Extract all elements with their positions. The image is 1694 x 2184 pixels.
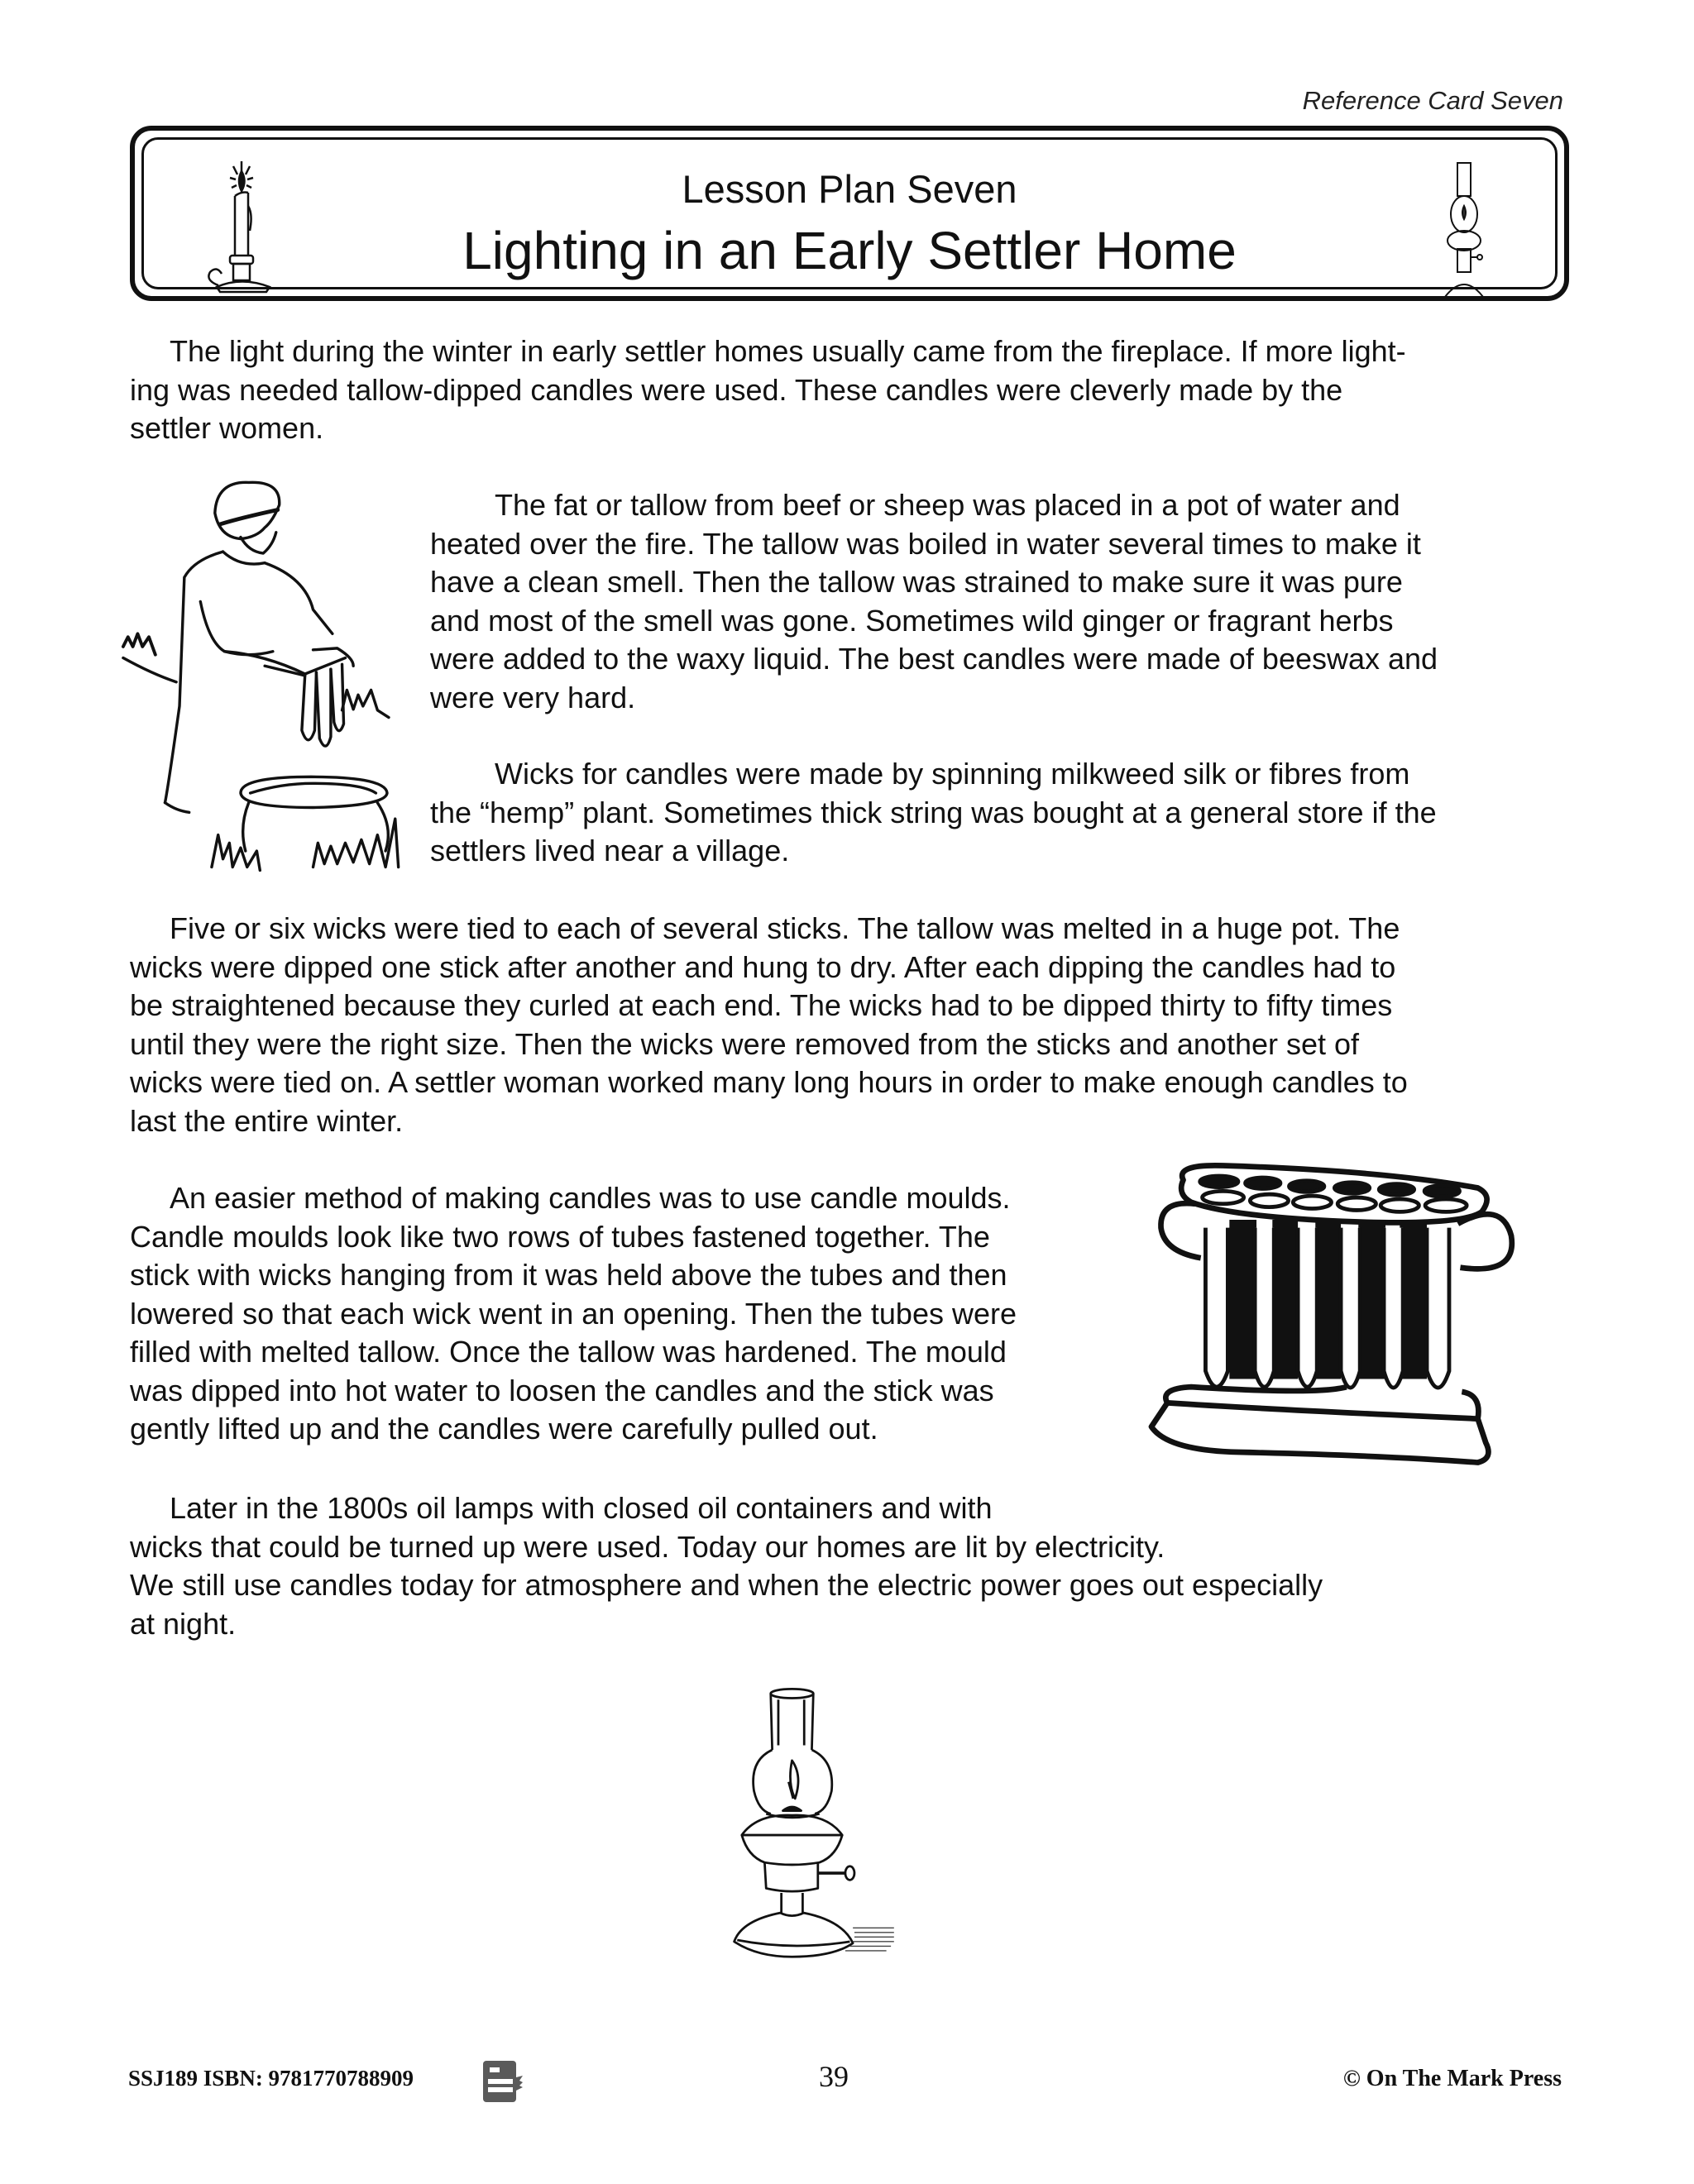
- paragraph-6-line-4: at night.: [130, 1606, 237, 1641]
- footer-isbn: SSJ189 ISBN: 9781770788909: [128, 2066, 414, 2091]
- paragraph-4-line-6: last the entire winter.: [130, 1103, 404, 1138]
- paragraph-4: [130, 910, 1569, 1140]
- settler-woman-dipping-candles-illustration: [120, 463, 418, 885]
- paragraph-3-line-2: the “hemp” plant. Sometimes thick string was bought at a general store if the: [430, 795, 1437, 829]
- paragraph-1-line-2: ing was needed tallow-dipped candles were used. These candles were cleverly made by the: [130, 372, 1343, 407]
- paragraph-4-line-2: wicks were dipped one stick after another and hung to dry. After each dipping the candles had to: [130, 949, 1396, 984]
- paragraph-4-line-5: wicks were tied on. A settler woman worked many long hours in order to make enough candles to: [130, 1065, 1408, 1099]
- paragraph-5-line-1: An easier method of making candles was to use candle moulds.: [170, 1181, 1011, 1215]
- page-number: 39: [819, 2060, 849, 2093]
- paragraph-2-line-2: heated over the fire. The tallow was boiled in water several times to make it: [430, 526, 1421, 561]
- paragraph-5-line-2: Candle moulds look like two rows of tubes fastened together. The: [130, 1219, 990, 1254]
- footer-copyright: © On The Mark Press: [1342, 2066, 1562, 2091]
- paragraph-5-line-6: was dipped into hot water to loosen the candles and the stick was: [130, 1373, 994, 1407]
- paragraph-5-line-5: filled with melted tallow. Once the tallow was hardened. The mould: [130, 1335, 1007, 1369]
- paragraph-6-line-3: We still use candles today for atmosphere and when the electric power goes out especially: [130, 1568, 1323, 1602]
- paragraph-5: [130, 1179, 1147, 1449]
- paragraph-2-line-4: and most of the smell was gone. Sometimes wild ginger or fragrant herbs: [430, 603, 1394, 638]
- paragraph-1-line-1: The light during the winter in early settler homes usually came from the fireplace. If more light-: [170, 334, 1406, 368]
- paragraph-3-line-3: settlers lived near a village.: [430, 834, 790, 867]
- paragraph-2-line-1: The fat or tallow from beef or sheep was placed in a pot of water and: [495, 488, 1400, 522]
- paragraph-2: [430, 486, 1572, 717]
- paragraph-3: [430, 755, 1572, 871]
- oil-lamp-icon: [1435, 158, 1493, 303]
- paragraph-5-line-7: gently lifted up and the candles were carefully pulled out.: [130, 1412, 878, 1446]
- reference-card-label: Reference Card Seven: [1302, 86, 1563, 115]
- title-banner: [130, 126, 1569, 301]
- paragraph-4-line-3: be straightened because they curled at each end. The wicks had to be dipped thirty to fifty times: [130, 988, 1393, 1022]
- paragraph-2-line-5: were added to the waxy liquid. The best candles were made of beeswax and: [430, 642, 1438, 676]
- candle-mould-illustration: [1140, 1156, 1545, 1474]
- paragraph-5-line-3: stick with wicks hanging from it was held above the tubes and then: [130, 1258, 1007, 1292]
- paragraph-6-line-1: Later in the 1800s oil lamps with closed oil containers and with: [170, 1491, 993, 1525]
- paragraph-5-line-4: lowered so that each wick went in an opening. Then the tubes were: [130, 1296, 1017, 1331]
- printer-icon: [476, 2059, 526, 2105]
- paragraph-6: [130, 1489, 1569, 1643]
- title-banner-inner-border: [141, 137, 1558, 289]
- page-title: Lighting in an Early Settler Home: [462, 221, 1237, 280]
- oil-lamp-illustration: [711, 1675, 902, 1968]
- lesson-plan-subtitle: Lesson Plan Seven: [682, 167, 1017, 211]
- paragraph-6-line-2: wicks that could be turned up were used. Today our homes are lit by electricity.: [130, 1529, 1165, 1564]
- paragraph-1-line-3: settler women.: [130, 411, 324, 445]
- paragraph-4-line-1: Five or six wicks were tied to each of several sticks. The tallow was melted in a huge pot. The: [170, 911, 1400, 945]
- paragraph-3-line-1: Wicks for candles were made by spinning milkweed silk or fibres from: [495, 757, 1410, 791]
- paragraph-2-line-6: were very hard.: [430, 680, 636, 714]
- paragraph-2-line-3: have a clean smell. Then the tallow was strained to make sure it was pure: [430, 565, 1403, 599]
- paragraph-4-line-4: until they were the right size. Then the wicks were removed from the sticks and another set of: [130, 1026, 1360, 1061]
- paragraph-1: [130, 332, 1569, 448]
